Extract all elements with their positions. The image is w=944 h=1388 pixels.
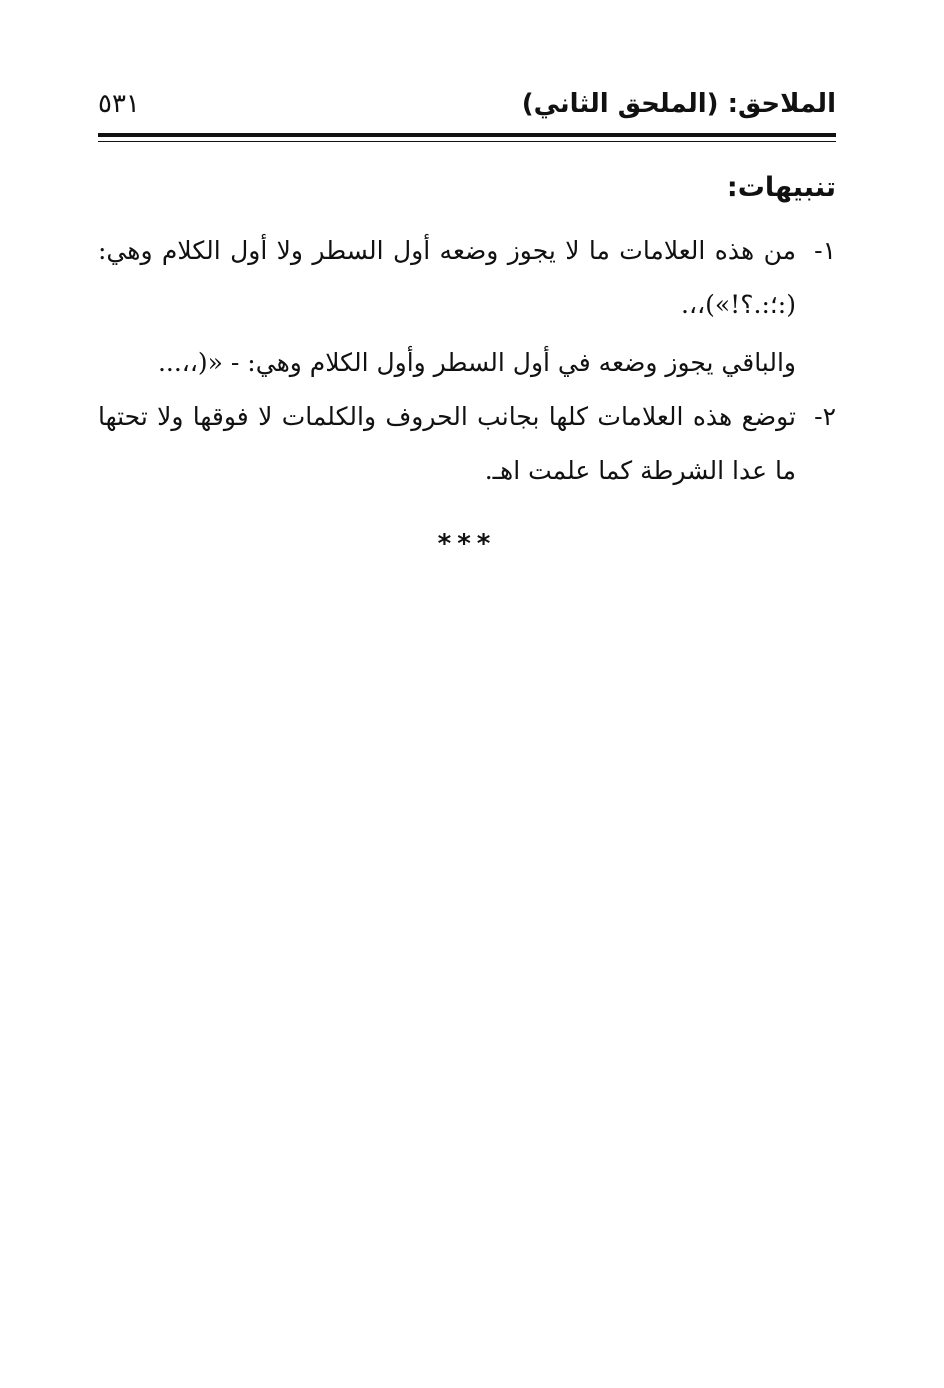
running-header (98, 84, 836, 128)
running-header-title: الملاحق: (الملحق الثاني) (521, 89, 836, 119)
note-number: ٢- (814, 402, 836, 431)
note-continuation: والباقي يجوز وضعه في أول السطر وأول الكلام وهي: - «(،،... (157, 348, 796, 377)
page-number: ٥٣١ (98, 89, 140, 119)
note-text: من هذه العلامات ما لا يجوز وضعه أول السطر ولا أول الكلام وهي: (:؛:.؟!»)،،. (98, 236, 796, 319)
header-rule-thin (98, 141, 836, 142)
page-content (98, 166, 836, 564)
note-number: ١- (814, 236, 836, 265)
header-rule-thick (98, 133, 836, 137)
note-text: توضع هذه العلامات كلها بجانب الحروف والكلمات لا فوقها ولا تحتها ما عدا الشرطة كما علمت اهـ. (98, 402, 796, 485)
note-item-2 (98, 390, 836, 498)
note-item-1 (98, 224, 836, 332)
section-separator: *** (437, 529, 497, 559)
section-heading: تنبيهات: (726, 172, 836, 203)
